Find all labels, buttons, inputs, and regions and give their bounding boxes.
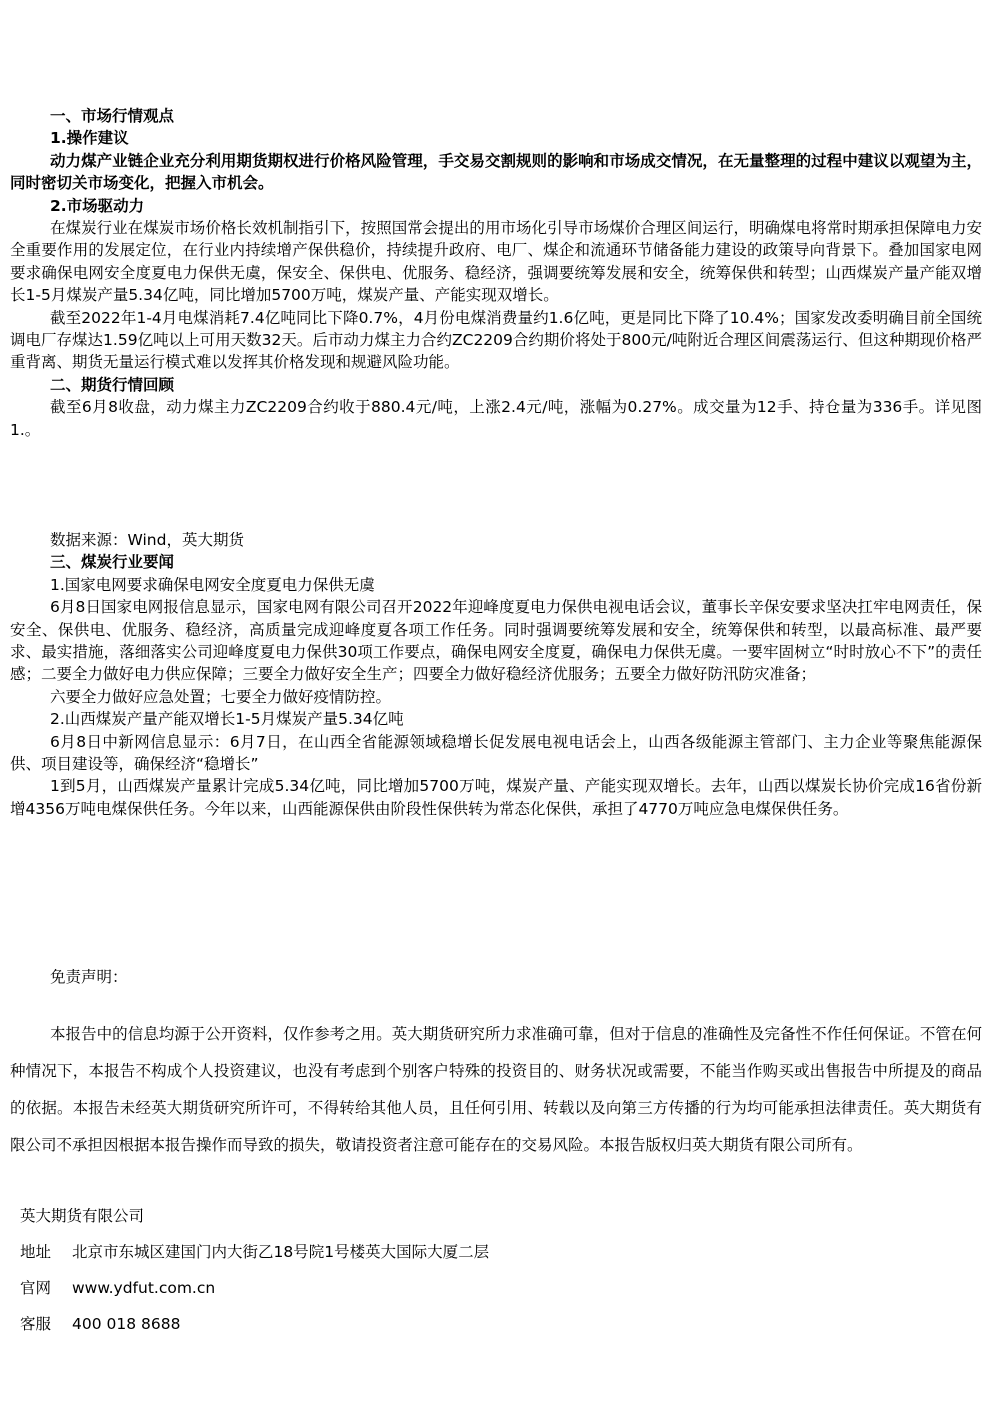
news-item-2-paragraph-1: 6月8日中新网信息显示：6月7日，在山西全省能源领域稳增长促发展电视电话会上，山西各级能源主管部门、主力企业等聚焦能源保供、项目建设等，确保经济“稳增长” xyxy=(10,732,982,774)
news-item-1-paragraph-1: 6月8日国家电网报信息显示，国家电网有限公司召开2022年迎峰度夏电力保供电视电话会议，董事长辛保安要求坚决扛牢电网责任，保安全、保供电、优服务、稳经济，高质量完成迎峰度夏各项工作任务。同时强调要统筹发展和安全，统筹保供和转型，以最高标准、最严要求、最实措施，落细落实公司迎峰度夏电力保供30项工作要点，确保电网安全度夏，确保电力保供无虞。一要牢固树立“时时放心不下”的责任感；二要全力做好电力供应保障；三要全力做好安全生产；四要全力做好稳经济优服务；五要全力做好防汛防灾准备； xyxy=(10,598,982,684)
service-value: 400 018 8688 xyxy=(72,1315,181,1333)
market-driver-paragraph-1: 在煤炭行业在煤炭市场价格长效机制指引下，按照国常会提出的用市场化引导市场煤价合理区间运行，明确煤电将常时期承担保障电力安全重要作用的发展定位，在行业内持续增产保供稳价，持续提升政府、电厂、煤企和流通环节储备能力建设的政策导向背景下。叠加国家电网要求确保电网安全度夏电力保供无虞，保安全、保供电、优服务、稳经济，强调要统筹发展和安全，统筹保供和转型；山西煤炭产量产能双增长1-5月煤炭产量5.34亿吨，同比增加5700万吨，煤炭产量、产能实现双增长。 xyxy=(10,219,982,305)
news-heading: 三、煤炭行业要闻 xyxy=(50,553,175,572)
website-value[interactable]: www.ydfut.com.cn xyxy=(72,1279,216,1297)
website-label: 官网 xyxy=(20,1279,52,1297)
company-name: 英大期货有限公司 xyxy=(20,1207,145,1225)
futures-review-text: 截至6月8收盘，动力煤主力ZC2209合约收于880.4元/吨，上涨2.4元/吨，涨幅为0.27%。成交量为12手、持仓量为336手。详见图1.。 xyxy=(10,398,982,439)
operation-advice-heading: 1.操作建议 xyxy=(50,129,129,148)
service-label: 客服 xyxy=(20,1315,52,1333)
data-source-line: 数据来源：Wind，英大期货 xyxy=(50,531,244,549)
news-item-2-title: 2.山西煤炭产量产能双增长1-5月煤炭产量5.34亿吨 xyxy=(50,710,404,729)
disclaimer-heading: 免责声明： xyxy=(50,968,128,986)
market-view-section xyxy=(10,105,982,441)
news-item-1-title: 1.国家电网要求确保电网安全度夏电力保供无虞 xyxy=(50,575,375,594)
website-row xyxy=(20,1270,489,1306)
address-value: 北京市东城区建国门内大街乙18号院1号楼英大国际大厦二层 xyxy=(72,1243,490,1261)
news-item-1-paragraph-2: 六要全力做好应急处置；七要全力做好疫情防控。 xyxy=(50,687,392,706)
address-label: 地址 xyxy=(20,1243,52,1261)
operation-advice-text: 动力煤产业链企业充分利用期货期权进行价格风险管理，手交易交割规则的影响和市场成交情况，在无量整理的过程中建议以观望为主，同时密切关市场变化，把握入市机会。 xyxy=(10,151,982,193)
news-item-2-paragraph-2: 1到5月，山西煤炭产量累计完成5.34亿吨，同比增加5700万吨，煤炭产量、产能实现双增长。去年，山西以煤炭长协价完成16省份新增4356万吨电煤保供任务。今年以来，山西能源保供由阶段性保供转为常态化保供，承担了4770万吨应急电煤保供任务。 xyxy=(10,777,982,818)
service-row xyxy=(20,1306,489,1342)
market-driver-heading: 2.市场驱动力 xyxy=(50,196,145,215)
news-section xyxy=(10,529,982,820)
company-contact xyxy=(20,1198,489,1342)
futures-review-heading: 二、期货行情回顾 xyxy=(50,375,175,394)
market-view-heading: 一、市场行情观点 xyxy=(50,107,175,125)
address-row xyxy=(20,1234,489,1270)
disclaimer-text: 本报告中的信息均源于公开资料，仅作参考之用。英大期货研究所力求准确可靠，但对于信息的准确性及完备性不作任何保证。不管在何种情况下，本报告不构成个人投资建议，也没有考虑到个别客户特殊的投资目的、财务状况或需要，不能当作购买或出售报告中所提及的商品的依据。本报告未经英大期货研究所许可，不得转给其他人员，且任何引用、转载以及向第三方传播的行为均可能承担法律责任。英大期货有限公司不承担因根据本报告操作而导致的损失，敬请投资者注意可能存在的交易风险。本报告版权归英大期货有限公司所有。 xyxy=(10,1025,982,1154)
market-driver-paragraph-2: 截至2022年1-4月电煤消耗7.4亿吨同比下降0.7%，4月份电煤消费量约1.6亿吨，更是同比下降了10.4%；国家发改委明确目前全国统调电厂存煤达1.59亿吨以上可用天数32天。后市动力煤主力合约ZC2209合约期价将处于800元/吨附近合理区间震荡运行、但这种期现价格严重背离、期货无量运行模式难以发挥其价格发现和规避风险功能。 xyxy=(10,308,982,372)
